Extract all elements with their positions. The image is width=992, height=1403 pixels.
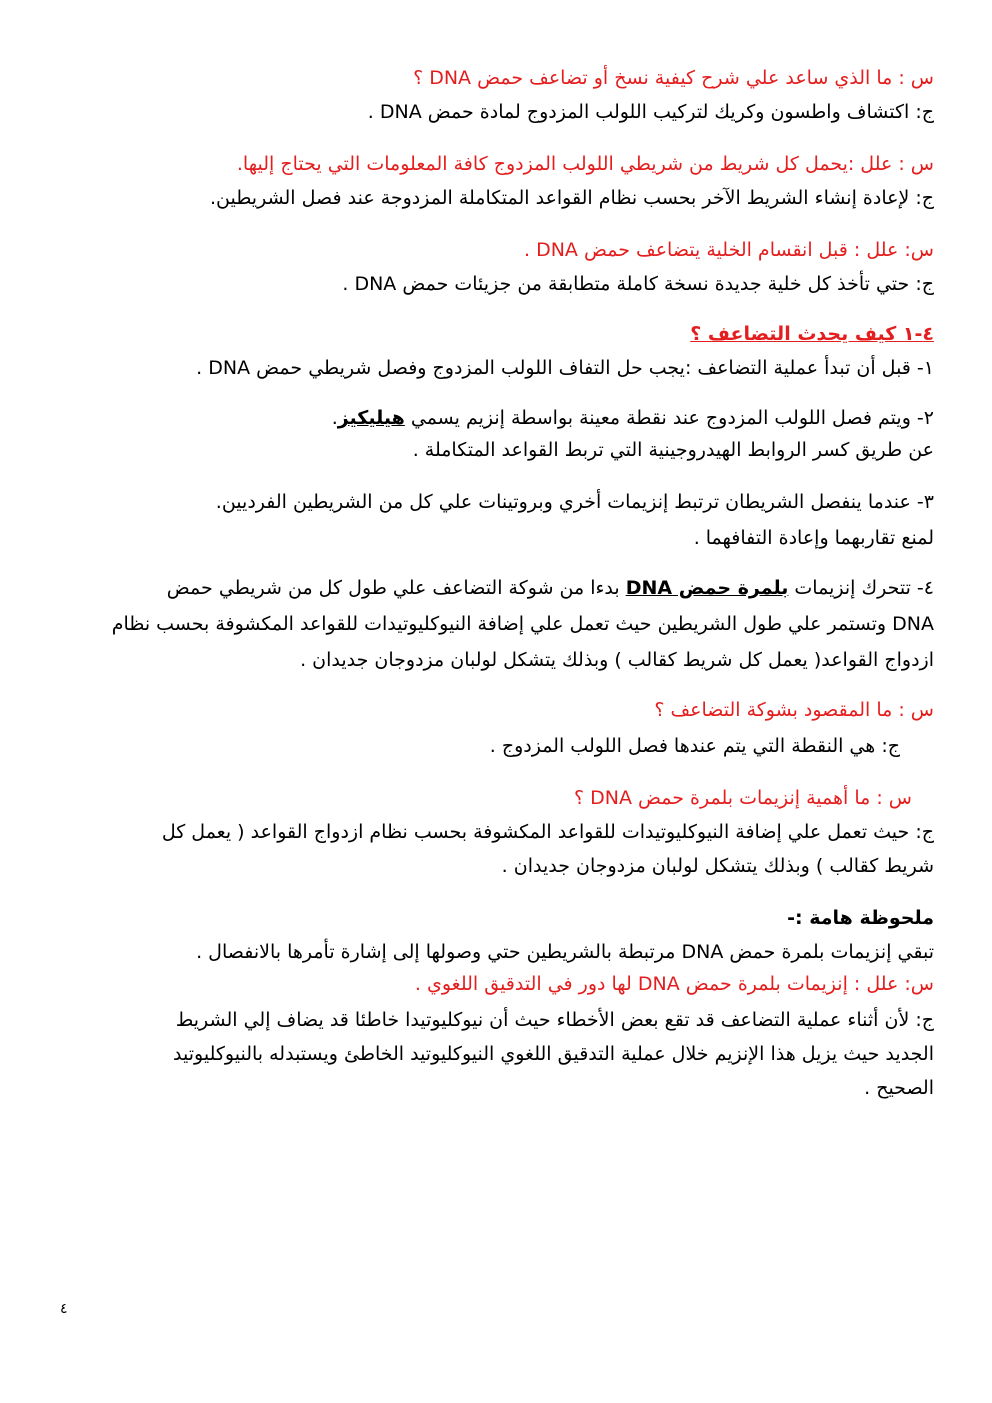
answer-4: ج: هي النقطة التي يتم عندها فصل اللولب المزدوج . — [489, 735, 900, 757]
answer-5-line-1: ج: حيث تعمل علي إضافة النيوكليوتيدات للقواعد المكشوفة بحسب نظام ازدواج القواعد ( يعمل كل — [161, 821, 934, 843]
helicase-term: هيليكيز — [337, 407, 405, 429]
question-6: س: علل : إنزيمات بلمرة حمض DNA لها دور في التدقيق اللغوي . — [414, 973, 934, 995]
answer-1: ج: اكتشاف واطسون وكريك لتركيب اللولب المزدوج لمادة حمض DNA . — [367, 101, 934, 123]
answer-6-line-3: الصحيح . — [864, 1077, 934, 1099]
step-4-text: ٤- تتحرك إنزيمات — [788, 577, 934, 599]
section-heading: ٤-١ كيف يحدث التضاعف ؟ — [690, 323, 934, 345]
step-3-line-2: لمنع تقاربهما وإعادة التفافهما . — [693, 527, 934, 549]
step-4-line-1 — [60, 574, 934, 602]
step-2-line-2: عن طريق كسر الروابط الهيدروجينية التي تربط القواعد المتكاملة . — [412, 439, 934, 461]
page-number: ٤ — [60, 1301, 68, 1317]
step-2-text: ٢- ويتم فصل اللولب المزدوج عند نقطة معينة بواسطة إنزيم يسمي — [404, 407, 934, 429]
step-4-line-3: ازدواج القواعد( يعمل كل شريط كقالب ) وبذلك يتشكل لولبان مزدوجان جديدان . — [300, 649, 934, 671]
answer-6-line-2: الجديد حيث يزيل هذا الإنزيم خلال عملية التدقيق اللغوي النيوكليوتيد الخاطئ ويستبدله بالنيوكليوتيد — [173, 1043, 934, 1065]
dna-polymerase-term: بلمرة حمض DNA — [625, 577, 789, 599]
question-4: س : ما المقصود بشوكة التضاعف ؟ — [654, 699, 934, 721]
question-1: س : ما الذي ساعد علي شرح كيفية نسخ أو تضاعف حمض DNA ؟ — [413, 67, 934, 89]
step-2-end: . — [331, 407, 338, 429]
step-2-line-1 — [60, 404, 934, 432]
answer-5-line-2: شريط كقالب ) وبذلك يتشكل لولبان مزدوجان جديدان . — [501, 855, 934, 877]
answer-2: ج: لإعادة إنشاء الشريط الآخر بحسب نظام القواعد المتكاملة المزدوجة عند فصل الشريطين. — [209, 187, 934, 209]
step-4-line-2: DNA وتستمر علي طول الشريطين حيث تعمل علي إضافة النيوكليوتيدات للقواعد المكشوفة بحسب نظام — [111, 613, 934, 635]
question-5: س : ما أهمية إنزيمات بلمرة حمض DNA ؟ — [573, 787, 912, 809]
question-2: س : علل :يحمل كل شريط من شريطي اللولب المزدوج كافة المعلومات التي يحتاج إليها. — [236, 153, 934, 175]
note-title: ملحوظة هامة :- — [787, 907, 934, 929]
answer-6-line-1: ج: لأن أثناء عملية التضاعف قد تقع بعض الأخطاء حيث أن نيوكليوتيدا خاطئا قد يضاف إلي الشريط — [175, 1009, 934, 1031]
step-1: ١- قبل أن تبدأ عملية التضاعف :يجب حل التفاف اللولب المزدوج وفصل شريطي حمض DNA . — [196, 357, 934, 379]
question-3: س: علل : قبل انقسام الخلية يتضاعف حمض DNA . — [524, 239, 934, 261]
step-3-line-1: ٣- عندما ينفصل الشريطان ترتبط إنزيمات أخري وبروتينات علي كل من الشريطين الفرديين. — [215, 491, 934, 513]
note-text: تبقي إنزيمات بلمرة حمض DNA مرتبطة بالشريطين حتي وصولها إلى إشارة تأمرها بالانفصال . — [196, 941, 934, 963]
step-4-rest: بدءا من شوكة التضاعف علي طول كل من شريطي حمض — [166, 577, 626, 599]
answer-3: ج: حتي تأخذ كل خلية جديدة نسخة كاملة متطابقة من جزيئات حمض DNA . — [342, 273, 934, 295]
